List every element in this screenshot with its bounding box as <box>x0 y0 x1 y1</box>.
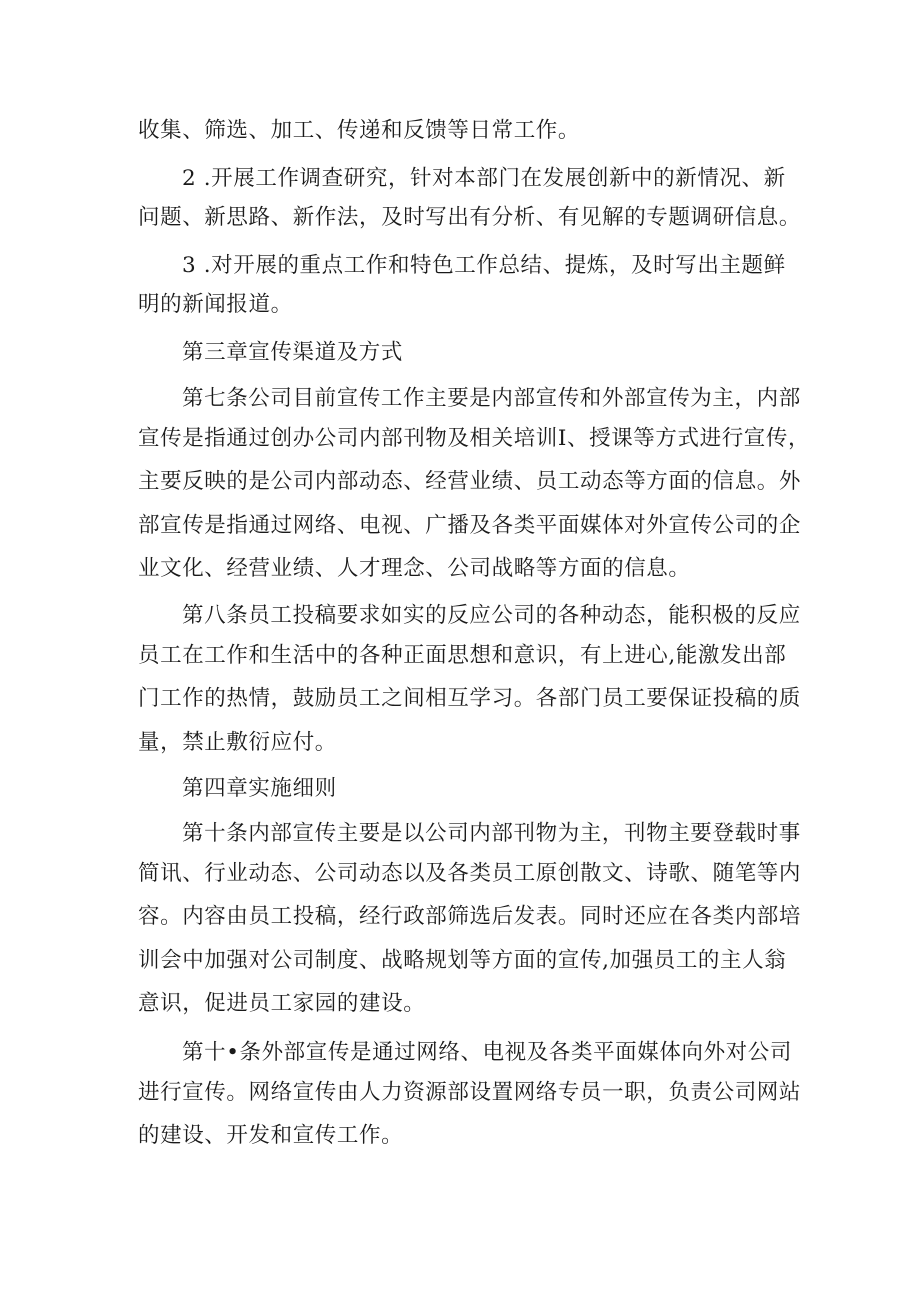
text-line: 第十条内部宣传主要是以公司内部刊物为主，刊物主要登载时事 <box>182 821 801 846</box>
text-line: 意识，促进员工家园的建设。 <box>138 991 426 1016</box>
text-line: 门工作的热情，鼓励员工之间相互学习。各部门员工要保证投稿的质 <box>138 686 802 711</box>
text-line: 的建设、开发和宣传工作。 <box>138 1123 404 1148</box>
text-line: 第十•条外部宣传是通过网络、电视及各类平面媒体向外对公司 <box>182 1040 792 1065</box>
text-line: 第八条员工投稿要求如实的反应公司的各种动态，能积极的反应 <box>182 603 801 628</box>
text-line: 训会中加强对公司制度、战略规划等方面的宣传,加强员工的主人翁 <box>138 948 787 973</box>
chapter-heading: 第四章实施细则 <box>182 776 337 801</box>
text-line: 量，禁止敷衍应付。 <box>138 730 337 755</box>
text-line: 进行宣传。网络宣传由人力资源部设置网络专员一职，负责公司网站 <box>138 1080 802 1105</box>
text-line: 收集、筛选、加工、传递和反馈等日常工作。 <box>138 118 581 143</box>
text-line: 第七条公司目前宣传工作主要是内部宣传和外部宣传为主，内部 <box>182 386 801 411</box>
text-line: 简讯、行业动态、公司动态以及各类员工原创散文、诗歌、随笔等内 <box>138 861 802 886</box>
text-line: 员工在工作和生活中的各种正面思想和意识，有上进心,能激发出部 <box>138 643 787 668</box>
text-line: 2 .开展工作调查研究，针对本部门在发展创新中的新情况、新 <box>182 166 786 191</box>
text-line: 容。内容由员工投稿，经行政部筛选后发表。同时还应在各类内部培 <box>138 904 802 929</box>
chapter-heading: 第三章宣传渠道及方式 <box>182 340 404 365</box>
text-line: 问题、新思路、新作法，及时写出有分析、有见解的专题调研信息。 <box>138 205 802 230</box>
text-line: 主要反映的是公司内部动态、经营业绩、员工动态等方面的信息。外 <box>138 469 802 494</box>
text-line: 明的新闻报道。 <box>138 292 293 317</box>
text-line: 宣传是指通过创办公司内部刊物及相关培训I、授课等方式进行宣传， <box>138 426 811 451</box>
text-line: 业文化、经营业绩、人才理念、公司战略等方面的信息。 <box>138 556 691 581</box>
text-line: 3 .对开展的重点工作和特色工作总结、提炼，及时写出主题鲜 <box>182 253 786 278</box>
text-line: 部宣传是指通过网络、电视、广播及各类平面媒体对外宣传公司的企 <box>138 513 802 538</box>
